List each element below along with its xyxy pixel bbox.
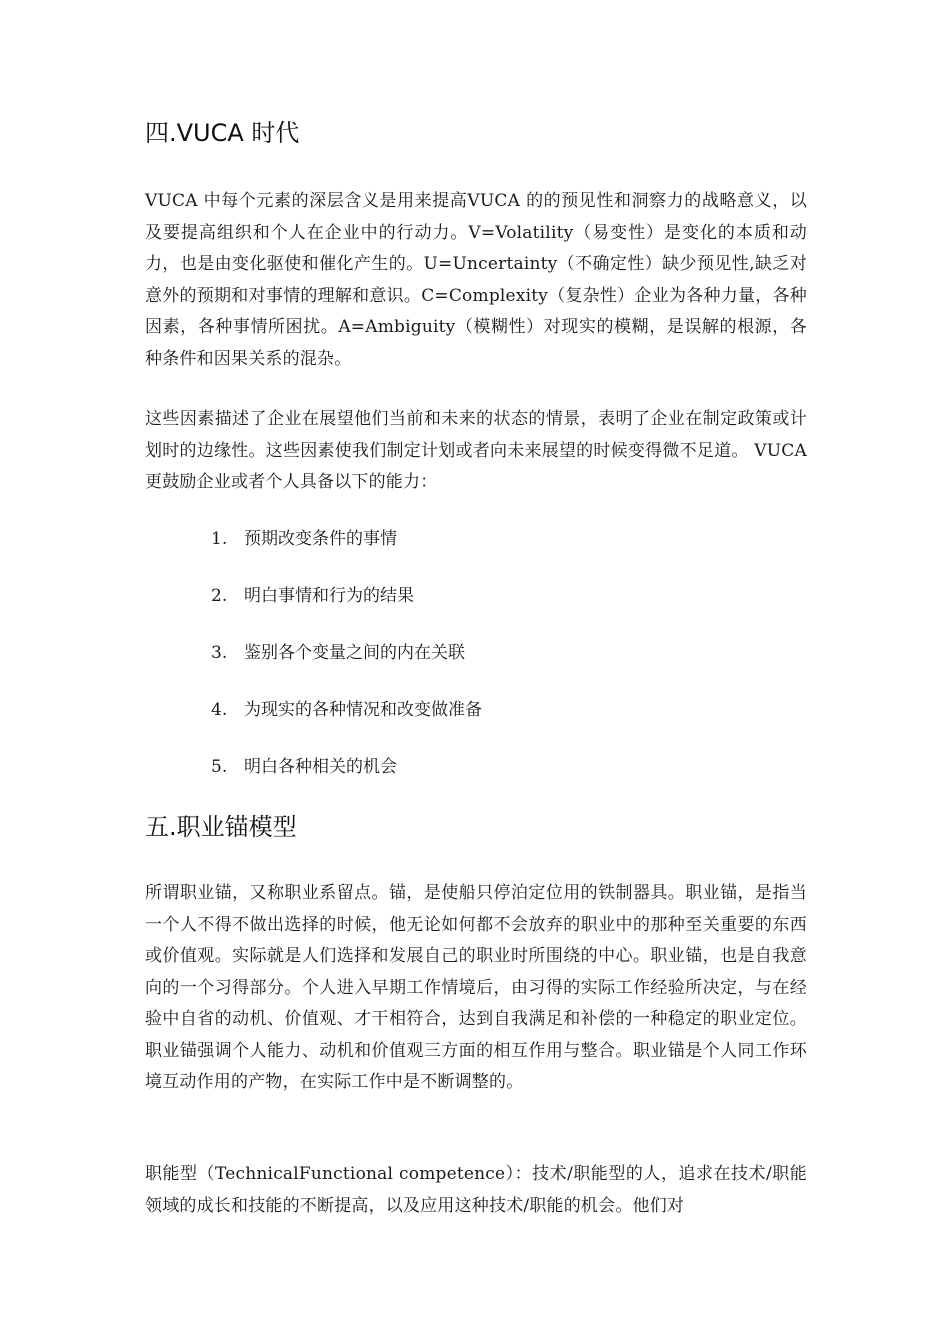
- section-heading-career-anchor: 五.职业锚模型: [145, 813, 297, 841]
- list-item: [211, 751, 482, 808]
- list-item-number: 4.: [211, 700, 228, 720]
- list-item: [211, 580, 482, 637]
- paragraph-vuca-meaning: VUCA 中每个元素的深层含义是用来提高VUCA 的的预见性和洞察力的战略意义，以及要提高组织和个人在企业中的行动力。V=Volatility（易变性）是变化的本质和动力，也是由变化驱使和催化产生的。U=Uncertainty（不确定性）缺少预见性,缺乏对意外的预期和对事情的理解和意识。C=Complexity（复杂性）企业为各种力量，各种因素，各种事情所困扰。A=Ambiguity（模糊性）对现实的模糊，是误解的根源，各种条件和因果关系的混杂。: [145, 191, 807, 369]
- list-item: [211, 523, 482, 580]
- list-item-text: 预期改变条件的事情: [244, 529, 397, 549]
- list-item-number: 2.: [211, 586, 228, 606]
- list-item-number: 3.: [211, 643, 228, 663]
- list-item-text: 为现实的各种情况和改变做准备: [244, 700, 482, 720]
- section-heading-vuca: 四.VUCA 时代: [145, 119, 300, 147]
- list-item: [211, 637, 482, 694]
- list-item-text: 明白事情和行为的结果: [244, 586, 414, 606]
- list-item-number: 5.: [211, 757, 228, 777]
- capability-list: [211, 523, 482, 808]
- paragraph-career-anchor-definition: 所谓职业锚，又称职业系留点。锚，是使船只停泊定位用的铁制器具。职业锚，是指当一个人不得不做出选择的时候，他无论如何都不会放弃的职业中的那种至关重要的东西或价值观。实际就是人们选择和发展自己的职业时所围绕的中心。职业锚，也是自我意向的一个习得部分。个人进入早期工作情境后，由习得的实际工作经验所决定，与在经验中自省的动机、价值观、才干相符合，达到自我满足和补偿的一种稳定的职业定位。职业锚强调个人能力、动机和价值观三方面的相互作用与整合。职业锚是个人同工作环境互动作用的产物，在实际工作中是不断调整的。: [145, 883, 807, 1092]
- list-item-number: 1.: [211, 529, 228, 549]
- list-item-text: 鉴别各个变量之间的内在关联: [244, 643, 465, 663]
- list-item-text: 明白各种相关的机会: [244, 757, 397, 777]
- paragraph-vuca-factors: 这些因素描述了企业在展望他们当前和未来的状态的情景，表明了企业在制定政策或计划时的边缘性。这些因素使我们制定计划或者向未来展望的时候变得微不足道。 VUCA 更鼓励企业或者个人具备以下的能力：: [145, 409, 807, 492]
- paragraph-functional-competence: 职能型（TechnicalFunctional competence）：技术/职能型的人，追求在技术/职能领域的成长和技能的不断提高，以及应用这种技术/职能的机会。他们对: [145, 1164, 807, 1216]
- list-item: [211, 694, 482, 751]
